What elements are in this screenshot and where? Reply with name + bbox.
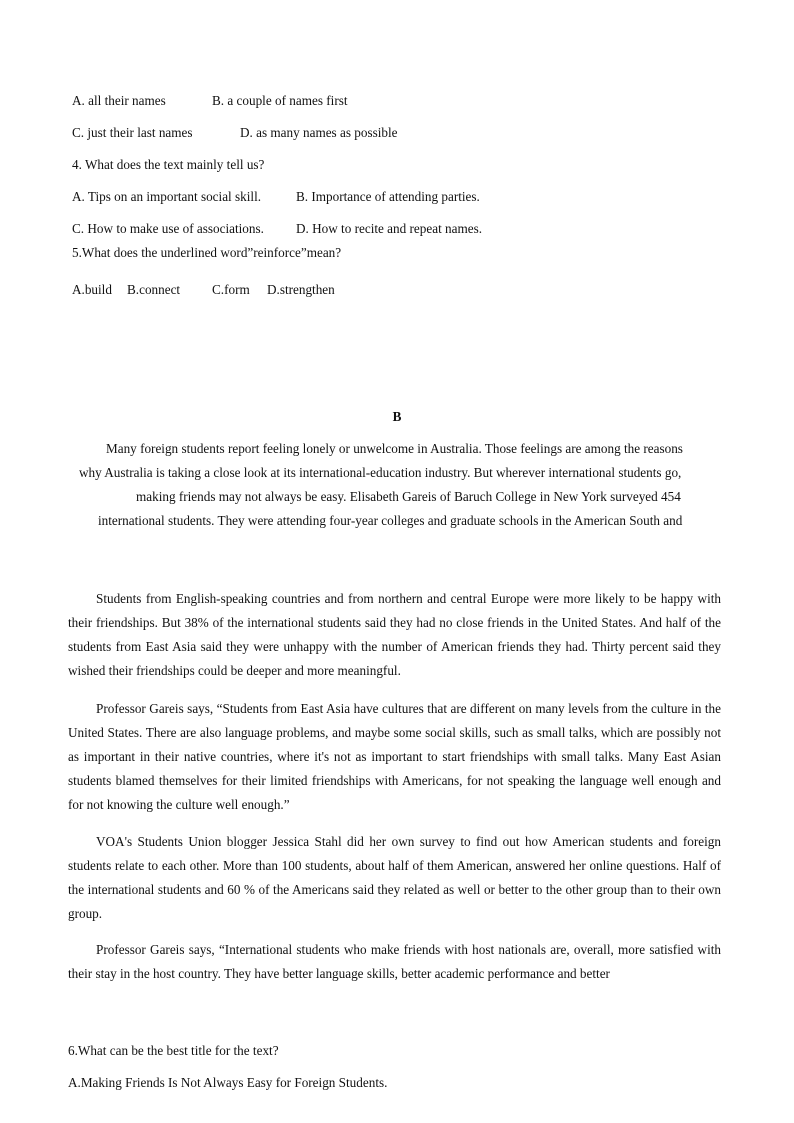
q5-question: 5.What does the underlined word”reinforce”mean? bbox=[72, 245, 342, 260]
paragraph-text: VOA's Students Union blogger Jessica Stahl did her own survey to find out how American students and foreign students relate to each other. More than 100 students, about half of them American, answered her online questions. Half of the international students and 60 % of the Americans said they related as well or better to the other group than to their own group. bbox=[68, 834, 721, 921]
q4-question: 4. What does the text mainly tell us? bbox=[72, 157, 265, 172]
q4-option-c: C. How to make use of associations. bbox=[72, 221, 264, 236]
body-paragraph bbox=[68, 587, 721, 683]
paragraph-text: Students from English-speaking countries and from northern and central Europe were more likely to be happy with their friendships. But 38% of the international students said they had no close friends in the United States. And half of the students from East Asia said they were unhappy with the number of American friends they had. Thirty percent said they wished their friendships could be deeper and more meaningful. bbox=[68, 591, 721, 678]
body-paragraph bbox=[68, 938, 721, 986]
q3-option-b: B. a couple of names first bbox=[212, 93, 348, 108]
q4-option-a: A. Tips on an important social skill. bbox=[72, 189, 262, 204]
body-paragraph bbox=[68, 697, 721, 817]
q4-option-b: B. Importance of attending parties. bbox=[296, 189, 480, 204]
q5-option-b: B.connect bbox=[127, 282, 181, 297]
q3-option-d: D. as many names as possible bbox=[240, 125, 398, 140]
section-heading: B bbox=[392, 409, 402, 424]
body-paragraph bbox=[68, 830, 721, 926]
paragraph-text: Professor Gareis says, “Students from East Asia have cultures that are different on many levels from the culture in the United States. There are also language problems, and maybe some social skills, such as small talks, which are possibly not as important in their native countries, where it's not as important to start friendships with small talks. Many East Asian students blamed themselves for their limited friendships with Americans, for not speaking the language well enough and for not knowing the culture well enough.” bbox=[68, 701, 721, 812]
intro-line: Many foreign students report feeling lonely or unwelcome in Australia. Those feelings are among the reasons bbox=[106, 441, 683, 456]
q6-question: 6.What can be the best title for the text? bbox=[68, 1043, 279, 1058]
q5-option-a: A.build bbox=[72, 282, 112, 297]
q5-option-c: C.form bbox=[212, 282, 250, 297]
q3-option-a: A. all their names bbox=[72, 93, 166, 108]
q3-option-c: C. just their last names bbox=[72, 125, 193, 140]
q4-option-d: D. How to recite and repeat names. bbox=[296, 221, 483, 236]
intro-line: making friends may not always be easy. Elisabeth Gareis of Baruch College in New York surveyed 454 bbox=[136, 489, 681, 504]
q6-option-a: A.Making Friends Is Not Always Easy for Foreign Students. bbox=[68, 1075, 388, 1090]
intro-line: international students. They were attending four-year colleges and graduate schools in the American South and bbox=[98, 513, 683, 528]
paragraph-text: Professor Gareis says, “International students who make friends with host nationals are, overall, more satisfied with their stay in the host country. They have better language skills, better academic performance and better bbox=[68, 942, 721, 981]
q5-option-d: D.strengthen bbox=[267, 282, 335, 297]
intro-line: why Australia is taking a close look at its international-education industry. But wherever international students go, bbox=[79, 465, 682, 480]
